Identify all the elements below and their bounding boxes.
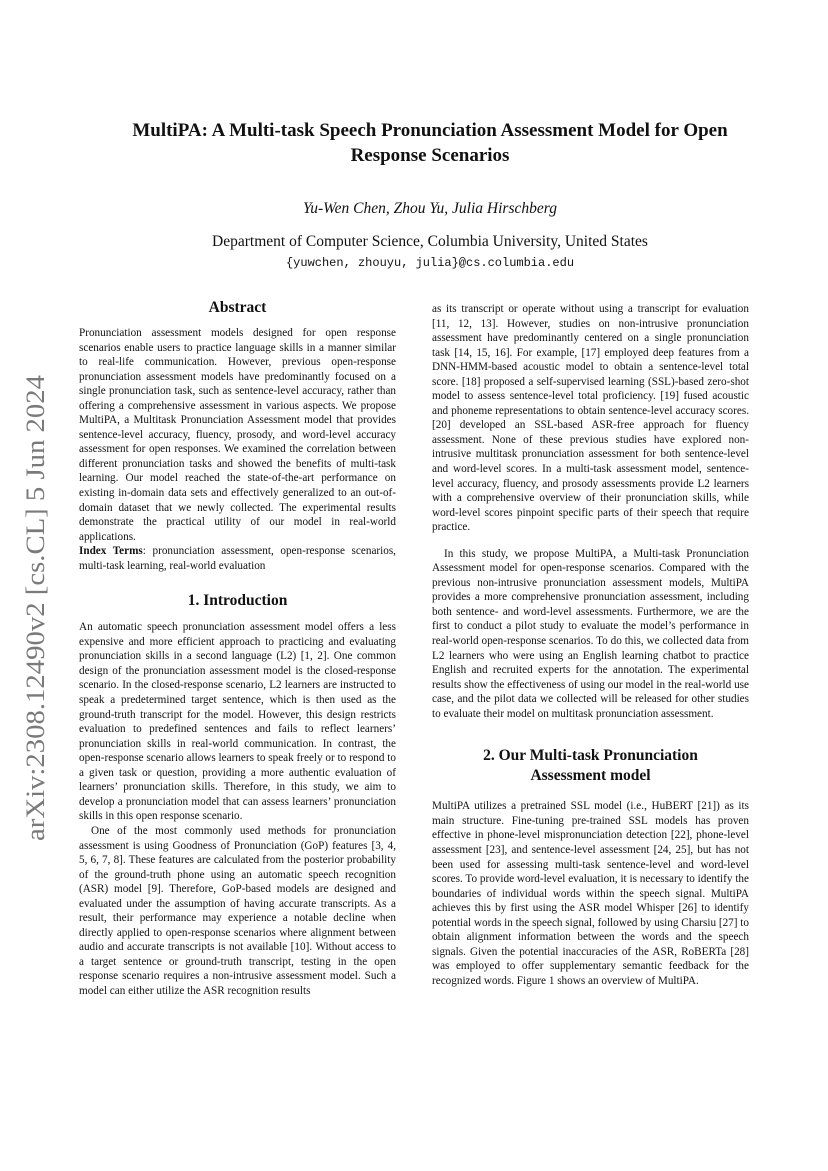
section-2-paragraph-1: MultiPA utilizes a pretrained SSL model (i.e., HuBERT [21]) as its main structure. Fine-tuning pre-trained SSL models has proven effective in phone-level mispronunciation detection [22], phone-level assessment [23], and sentence-level assessment [24, 25], but has not been used for assessing multi-task sentence-level and word-level scores. To provide word-level evaluation, it is necessary to identify the boundaries of individual words within the speech signal. MultiPA achieves this by first using the ASR model Whisper [26] to identify potential words in the speech signal, followed by using Charsiu [27] to obtain alignment information between the words and the speech signals. Given the potential inaccuracies of the ASR, RoBERTa [28] was employed to offer supplementary semantic feedback for the recognized words. Figure 1 shows an overview of MultiPA.	[432, 800, 749, 987]
title-line-1: MultiPA: A Multi-task Speech Pronunciation Assessment Model for Open	[132, 120, 728, 141]
intro-paragraph-3: In this study, we propose MultiPA, a Multi-task Pronunciation Assessment model for open-response scenarios. Compared with the previous non-intrusive pronunciation assessment models, MultiPA provides a more comprehensive pronunciation assessment, including both sentence- and word-level assessments. Furthermore, we are the first to conduct a pilot study to evaluate the model’s performance in real-world open-response scenarios. To do this, we collected data from L2 learners who were using an English learning chatbot to practice English and recruited experts for the annotation. The experimental results show the effectiveness of using our model in the real-world use case, and the pilot data we collected will be released for other studies to evaluate their model on multitask pronunciation assessment.	[432, 547, 749, 720]
authors: Yu-Wen Chen, Zhou Yu, Julia Hirschberg	[303, 200, 557, 217]
index-terms-label: Index Terms	[79, 545, 143, 558]
index-terms	[79, 544, 396, 573]
intro-heading: 1. Introduction	[187, 592, 288, 610]
index-terms-text: : pronunciation assessment, open-response scenarios, multi-task learning, real-world evaluation	[79, 545, 396, 572]
title-line-2: Response Scenarios	[350, 145, 510, 166]
affiliation: Department of Computer Science, Columbia University, United States	[212, 233, 648, 250]
intro-paragraph-1: An automatic speech pronunciation assessment model offers a less expensive and more efficient approach to practicing and evaluating pronunciation skills in a second language (L2) [1, 2]. One common design of the pronunciation assessment model is the closed-response scenario. In the closed-response scenario, L2 learners are instructed to speak a predetermined target sentence, which is then used as the ground-truth transcript for the model. However, this design restricts evaluation to predefined sentences and fails to reflect learners’ pronunciation skills in real-world communication. In contrast, the open-response scenario allows learners to speak freely or to respond to a given task or question, providing a more authentic evaluation of learners’ pronunciation skills. Therefore, in this study, we aim to develop a pronunciation model that can assess learners’ pronunciation skills in this open response scenario.	[79, 621, 396, 823]
abstract-heading: Abstract	[208, 299, 267, 316]
section-2-heading-line-1: 2. Our Multi-task Pronunciation	[483, 747, 698, 765]
intro-paragraph-2: One of the most commonly used methods for pronunciation assessment is using Goodness of Pronunciation (GoP) features [3, 4, 5, 6, 7, 8]. These features are calculated from the posterior probability of the ground-truth phone using an automatic speech recognition (ASR) model [9]. Therefore, GoP-based models are designed and evaluated under the assumption of having accurate transcripts. As a result, their performance may experience a notable decline when directly applied to open-response scenarios where alignment between audio and accurate transcripts is not available [10]. Without access to a target sentence or ground-truth transcript, testing in the open response scenario requires a non-intrusive assessment model. Such a model can either utilize the ASR recognition results	[79, 824, 396, 997]
arxiv-id: arXiv:2308.12490v2 [cs.CL] 5 Jun 2024	[21, 419, 50, 841]
left-column	[79, 298, 396, 999]
section-2-heading-line-2: Assessment model	[530, 767, 651, 785]
arxiv-stamp-svg	[0, 0, 60, 1171]
right-column	[432, 302, 749, 988]
arxiv-stamp	[0, 0, 60, 1171]
paper-title	[70, 118, 790, 168]
intro-paragraph-2-continued: as its transcript or operate without using a transcript for evaluation [11, 12, 13]. However, studies on non-intrusive pronunciation assessment have predominantly centered on a single pronunciation task [14, 15, 16]. For example, [17] employed deep features from a DNN-HMM-based acoustic model to obtain a sentence-level total score. [18] proposed a self-supervised learning (SSL)-based zero-shot model to assess sentence-level total proficiency. [19] fused acoustic and phoneme representations to obtain sentence-level accuracy scores. [20] developed an SSL-based ASR-free approach for fluency assessment. None of these previous studies have explored non-intrusive multitask pronunciation assessment for both sentence-level and word-level scores. In a multi-task assessment model, sentence-level accuracy, fluency, and prosody assessments provide L2 learners with a comprehensive overview of their pronunciation skills, while word-level scores pinpoint specific parts of their speech that require practice.	[432, 303, 749, 534]
abstract-text: Pronunciation assessment models designed for open response scenarios enable users to practice language skills in a manner similar to real-life communication. However, previous open-response pronunciation assessment models have predominantly focused on a single pronunciation task, such as sentence-level accuracy, rather than offering a comprehensive assessment in various aspects. We propose MultiPA, a Multitask Pronunciation Assessment model that provides sentence-level accuracy, fluency, prosody, and word-level accuracy assessment for open responses. We examined the correlation between different pronunciation tasks and showed the benefits of multi-task learning. Our model reached the state-of-the-art performance on existing in-domain data sets and effectively generalized to an out-of-domain dataset that we newly collected. The experimental results demonstrate the practical utility of our model in real-world applications.	[79, 327, 396, 543]
section-2-heading	[432, 746, 749, 786]
email: {yuwchen, zhouyu, julia}@cs.columbia.edu	[285, 256, 575, 270]
